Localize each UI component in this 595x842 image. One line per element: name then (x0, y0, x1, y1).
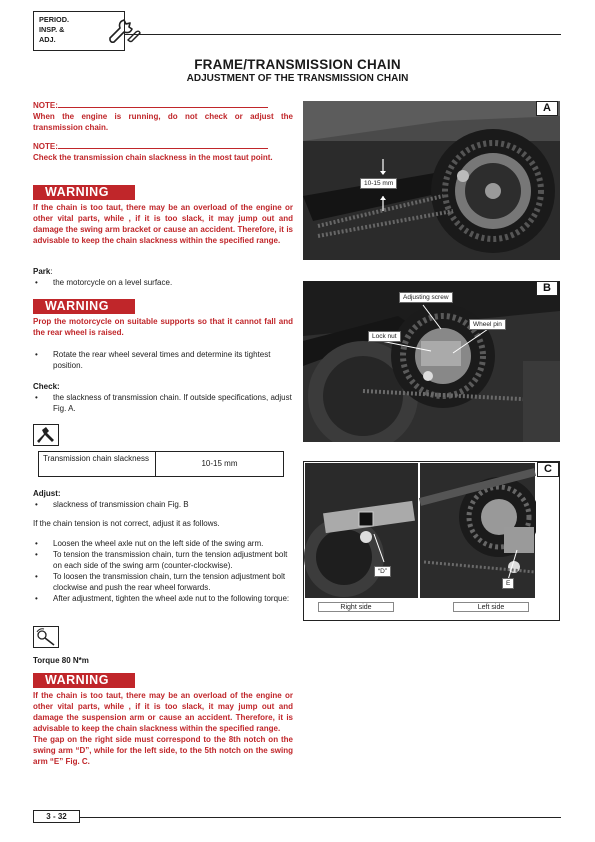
warning-text-notch: The gap on the right side must correspond to the 8th notch on the swing arm “D”, while for the left side, to the 5th notch on the swing arm “E” Fig. C. (33, 735, 293, 766)
wrench-icon (106, 18, 144, 46)
warning-label: WARNING (33, 673, 135, 688)
figure-label: A (536, 101, 558, 116)
header-rule (125, 34, 561, 35)
lock-nut-callout: Lock nut (368, 331, 401, 342)
slack-callout: 10-15 mm (360, 178, 397, 189)
figure-label: C (537, 462, 559, 477)
check-item: • the slackness of transmission chain. If outside specifications, adjust Fig. A. (33, 392, 293, 414)
warning-block-2 (33, 299, 293, 338)
figure-c-illustration (304, 462, 560, 621)
note-2 (33, 141, 293, 163)
torque-icon-box (33, 626, 59, 648)
wheel-pin-callout: Wheel pin (469, 319, 506, 330)
section-badge (33, 11, 125, 51)
torque-wrench-icon (34, 627, 58, 647)
spec-value: 10-15 mm (201, 459, 238, 468)
check-label: Check: (33, 382, 60, 391)
warning-block-3 (33, 673, 293, 767)
intro-text: If the chain tension is not correct, adjust it as follows. (33, 519, 220, 528)
step-item: • To tension the transmission chain, turn the tension adjustment bolt on each side of the swing arm (counter-clockwise). (33, 549, 293, 571)
notch-d-callout: “D” (374, 566, 391, 577)
note-text: Check the transmission chain slackness in the most taut point. (33, 153, 273, 162)
figure-b-photo (303, 281, 560, 442)
adjust-item: • slackness of transmission chain Fig. B (33, 499, 293, 510)
caption-left-side: Left side (453, 602, 529, 612)
warning-label: WARNING (33, 299, 135, 314)
warning-block-1 (33, 185, 293, 246)
warning-text: If the chain is too taut, there may be an overload of the engine or other vital parts, while , if it is too slack, it may jump out and damage the suspension arm or cause an accident. Therefore, it is advisable to keep the chain slackness within the specified range. (33, 691, 293, 733)
spec-label: Transmission chain slackness (39, 452, 156, 476)
steps-list (33, 538, 293, 604)
rotate-item: • Rotate the rear wheel several times and determine its tightest position. (33, 349, 293, 371)
figure-c-frame (303, 461, 560, 621)
note-label: NOTE: (33, 101, 58, 110)
step-item: • Loosen the wheel axle nut on the left side of the swing arm. (33, 538, 293, 549)
footer-rule (80, 817, 561, 818)
park-item: • the motorcycle on a level surface. (33, 277, 293, 288)
note-1 (33, 100, 293, 133)
notch-e-callout: E (502, 578, 514, 589)
warning-text: Prop the motorcycle on suitable supports so that it cannot fall and the rear wheel is raised. (33, 317, 293, 337)
tool-icon-box (33, 424, 59, 446)
page-number: 3 - 32 (33, 810, 80, 823)
adjusting-screw-callout: Adjusting screw (399, 292, 453, 303)
caption-right-side: Right side (318, 602, 394, 612)
figure-label: B (536, 281, 558, 296)
note-text: When the engine is running, do not check or adjust the transmission chain. (33, 112, 293, 132)
note-label: NOTE: (33, 142, 58, 151)
adjust-section (33, 488, 293, 510)
torque-spec: Torque 80 N*m (33, 656, 89, 665)
tool-icon (34, 425, 58, 445)
warning-text: If the chain is too taut, there may be an overload of the engine or other vital parts, while , if it is too slack, it may jump out and damage the swing arm bracket or cause an accident. Therefore, it is advisable to keep the chain slackness within the specified range. (33, 203, 293, 245)
park-section: Park: • the motorcycle on a level surface. (33, 266, 293, 288)
page-title: FRAME/TRANSMISSION CHAIN (194, 57, 401, 72)
page-subtitle: ADJUSTMENT OF THE TRANSMISSION CHAIN (186, 73, 409, 84)
adjust-label: Adjust: (33, 489, 61, 498)
park-label: Park (33, 267, 51, 276)
warning-label: WARNING (33, 185, 135, 200)
figure-b-illustration (303, 281, 560, 442)
spec-table (38, 451, 284, 477)
step-item: • To loosen the transmission chain, turn the tension adjustment bolt clockwise and push the rear wheel forwards. (33, 571, 293, 593)
rotate-section (33, 349, 293, 371)
step-item: • After adjustment, tighten the wheel axle nut to the following torque: (33, 593, 293, 604)
figure-a-photo (303, 101, 560, 260)
section-badge-text: PERIOD. INSP. & ADJ. (39, 15, 70, 44)
figure-a-illustration (303, 101, 560, 260)
check-section (33, 381, 293, 414)
